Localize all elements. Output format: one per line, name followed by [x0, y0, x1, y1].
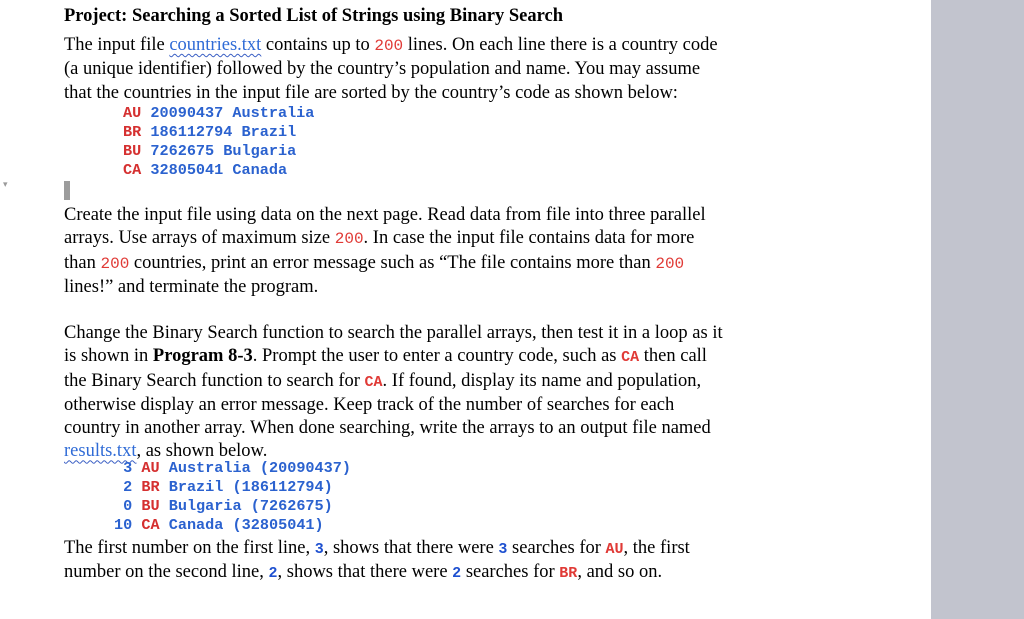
country-code: BU [141, 497, 160, 515]
search-count: 2 [114, 478, 133, 496]
country-data: 20090437 Australia [150, 104, 315, 122]
intro-line-1: The input file countries.txt contains up to 200 lines. On each line there is a country code [64, 35, 718, 55]
search-count: 10 [114, 516, 133, 534]
intro-line-2: (a unique identifier) followed by the country’s population and name. You may assume [64, 59, 701, 80]
search-count: 0 [114, 497, 133, 515]
input-filename: countries.txt [169, 35, 262, 55]
country-code: BR [123, 123, 142, 141]
output-sample-block [114, 459, 351, 535]
output-sample-row [114, 459, 351, 478]
para2-line-2: arrays. Use arrays of maximum size 200. In case the input file contains data for more [64, 228, 695, 249]
paragraph-4 [64, 537, 690, 586]
margin-marker-icon: ▾ [3, 180, 8, 190]
input-sample-row [123, 161, 314, 180]
para4-line-1: The first number on the first line, 3, shows that there were 3 searches for AU, the first [64, 538, 690, 558]
output-filename: results.txt [64, 441, 137, 462]
max-size-number: 200 [334, 230, 364, 249]
country-data: Brazil (186112794) [168, 478, 333, 496]
para2-line-3: than 200 countries, print an error message such as “The file contains more than 200 [64, 252, 685, 273]
country-data: 7262675 Bulgaria [150, 142, 297, 160]
country-data: Canada (32805041) [168, 516, 324, 534]
intro-line-3: that the countries in the input file are sorted by the country’s code as shown below: [64, 82, 678, 103]
para3-line-6: results.txt, as shown below. [64, 441, 268, 462]
intro-paragraph [64, 34, 718, 105]
para3-line-2: is shown in Program 8-3. Prompt the user to enter a country code, such as CA then call [64, 346, 707, 367]
input-sample-block [123, 104, 314, 180]
country-code: AU [141, 459, 160, 477]
side-panel [931, 0, 1024, 619]
input-sample-row [123, 104, 314, 123]
country-data: 32805041 Canada [150, 161, 288, 179]
input-sample-row [123, 142, 314, 161]
para3-line-4: otherwise display an error message. Keep track of the number of searches for each [64, 394, 675, 415]
output-sample-row [114, 478, 351, 497]
output-sample-row [114, 516, 351, 535]
output-sample-row [114, 497, 351, 516]
search-count: 3 [114, 459, 133, 477]
paragraph-3 [64, 322, 723, 464]
para2-line-1: Create the input file using data on the next page. Read data from file into three parallel [64, 205, 706, 225]
program-reference: Program 8-3 [152, 346, 253, 367]
input-sample-row [123, 123, 314, 142]
country-code: BU [123, 142, 142, 160]
paragraph-2 [64, 204, 706, 299]
page-title: Project: Searching a Sorted List of Strings using Binary Search [64, 6, 563, 26]
country-data: 186112794 Brazil [150, 123, 297, 141]
para3-line-3: the Binary Search function to search for CA. If found, display its name and population, [64, 370, 702, 391]
country-data: Bulgaria (7262675) [168, 497, 333, 515]
para3-line-1: Change the Binary Search function to search the parallel arrays, then test it in a loop as it [64, 323, 723, 343]
para3-line-5: country in another array. When done searching, write the arrays to an output file named [64, 418, 711, 439]
para4-line-2: number on the second line, 2, shows that there were 2 searches for BR, and so on. [64, 562, 663, 583]
country-code: CA [123, 161, 142, 179]
country-code: BR [141, 478, 160, 496]
para2-line-4: lines!” and terminate the program. [64, 276, 319, 297]
country-code: AU [123, 104, 142, 122]
max-lines-number: 200 [374, 37, 404, 55]
country-data: Australia (20090437) [168, 459, 351, 477]
text-cursor [64, 181, 70, 200]
country-code: CA [141, 516, 160, 534]
